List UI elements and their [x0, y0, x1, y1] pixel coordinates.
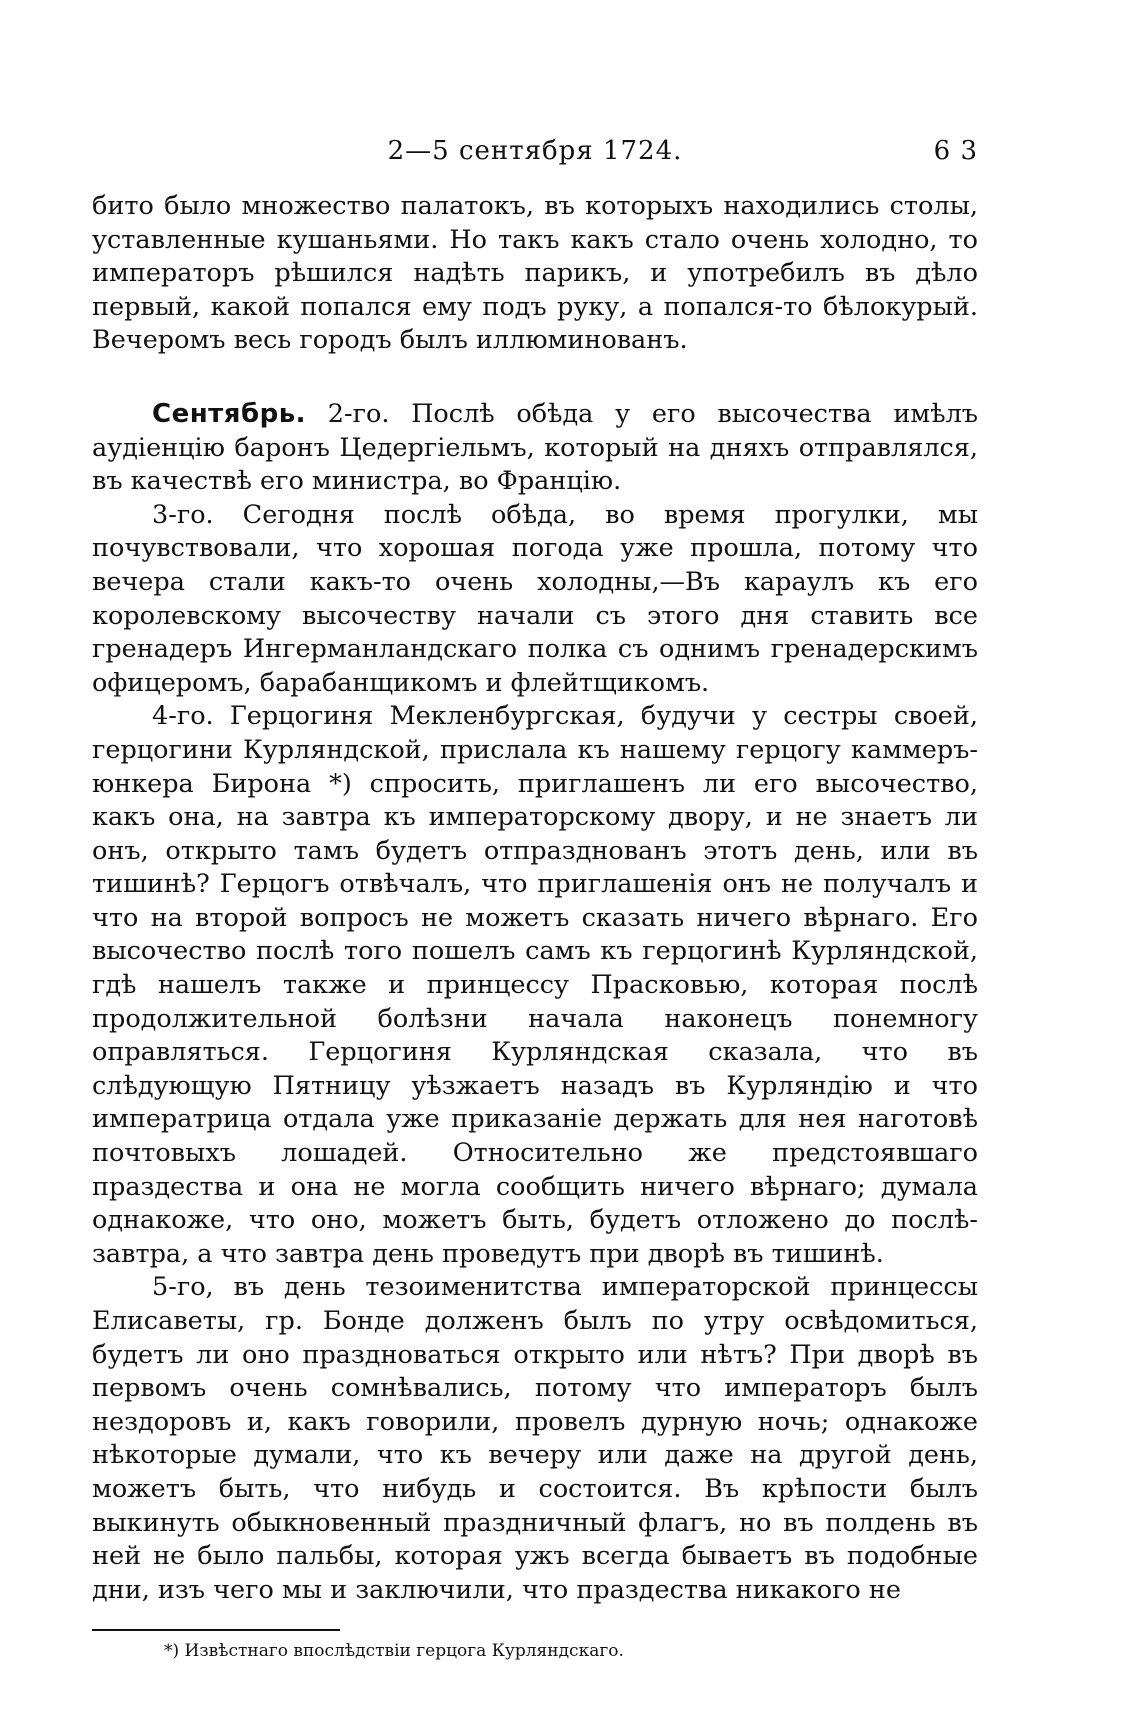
paragraph-sept-3: 3-го. Сегодня послѣ обѣда, во время прогулки, мы почувствовали, что хорошая погода уже прошла, потому что вечера стали какъ-то очень холодны,—Въ караулъ къ его королевскому высочеству начали съ этого дня ставить все гренадеръ Ингерманландскаго полка съ однимъ гренадерскимъ офицеромъ, барабанщикомъ и флейтщикомъ. [92, 499, 978, 698]
paragraph-sept-2 [92, 398, 978, 499]
page-number: 6 3 [933, 136, 978, 166]
paragraph-sept-4: 4-го. Герцогиня Мекленбургская, будучи у сестры своей, герцогини Курляндской, прислала къ нашему герцогу каммеръ-юнкера Бирона *) спросить, приглашенъ ли его высочество, какъ она, на завтра къ императорскому двору, и не знаетъ ли онъ, открыто тамъ будетъ отпразднованъ этотъ день, или въ тишинѣ? Герцогъ отвѣчалъ, что приглашенія онъ не получалъ и что на второй вопросъ не можетъ сказать ничего вѣрнаго. Его высочество послѣ того пошелъ самъ къ герцогинѣ Курляндской, гдѣ нашелъ также и принцессу Прасковью, которая послѣ продолжительной болѣзни начала наконецъ понемногу оправляться. Герцогиня Курляндская сказала, что въ слѣдующую Пятницу уѣзжаетъ назадъ въ Курляндію и что императрица отдала уже приказаніе держать для нея наготовѣ почтовыхъ лошадей. Относительно же предстоявшаго праздества и она не могла сообщить ничего вѣрнаго; думала однакоже, что оно, можетъ быть, будетъ отложено до послѣ-завтра, а что завтра день проведутъ при дворѣ въ тишинѣ. [92, 701, 978, 1269]
footnote-divider [92, 1629, 340, 1631]
paragraph-continuation: бито было множество палатокъ, въ которыхъ находились столы, уставленные кушаньями. Но такъ какъ стало очень холодно, то императоръ рѣшился надѣть парикъ, и употребилъ въ дѣло первый, какой попался ему подъ руку, а попался-то бѣлокурый. Вечеромъ весь городъ былъ иллюминованъ. [92, 191, 978, 356]
month-heading: Сентябрь. [152, 398, 307, 429]
paragraph-sept-5: 5-го, въ день тезоименитства императорской принцессы Елисаветы, гр. Бонде долженъ былъ по утру освѣдомиться, будетъ ли оно праздноваться открыто или нѣтъ? При дворѣ въ первомъ очень сомнѣвались, потому что императоръ былъ нездоровъ и, какъ говорили, провелъ дурную ночь; однакоже нѣкоторые думали, что къ вечеру или даже на другой день, можетъ быть, что нибудь и состоится. Въ крѣпости былъ выкинуть обыкновенный праздничный флагъ, но въ полдень въ ней не было пальбы, которая ужъ всегда бываетъ въ подобные дни, изъ чего мы и заключили, что праздества никакого не [92, 1272, 978, 1605]
running-head [92, 136, 978, 176]
footnote: *) Извѣстнаго впослѣдствіи герцога Курляндскаго. [164, 1641, 624, 1662]
paragraph-sept-2-text: 2-го. Послѣ обѣда у его высочества имѣлъ аудіенцію баронъ Цедергіельмъ, который на дняхъ отправлялся, въ качествѣ его министра, во Францію. [92, 398, 978, 497]
book-page [92, 136, 978, 1663]
running-title: 2—5 сентября 1724. [387, 136, 683, 166]
body-text [92, 190, 978, 1607]
